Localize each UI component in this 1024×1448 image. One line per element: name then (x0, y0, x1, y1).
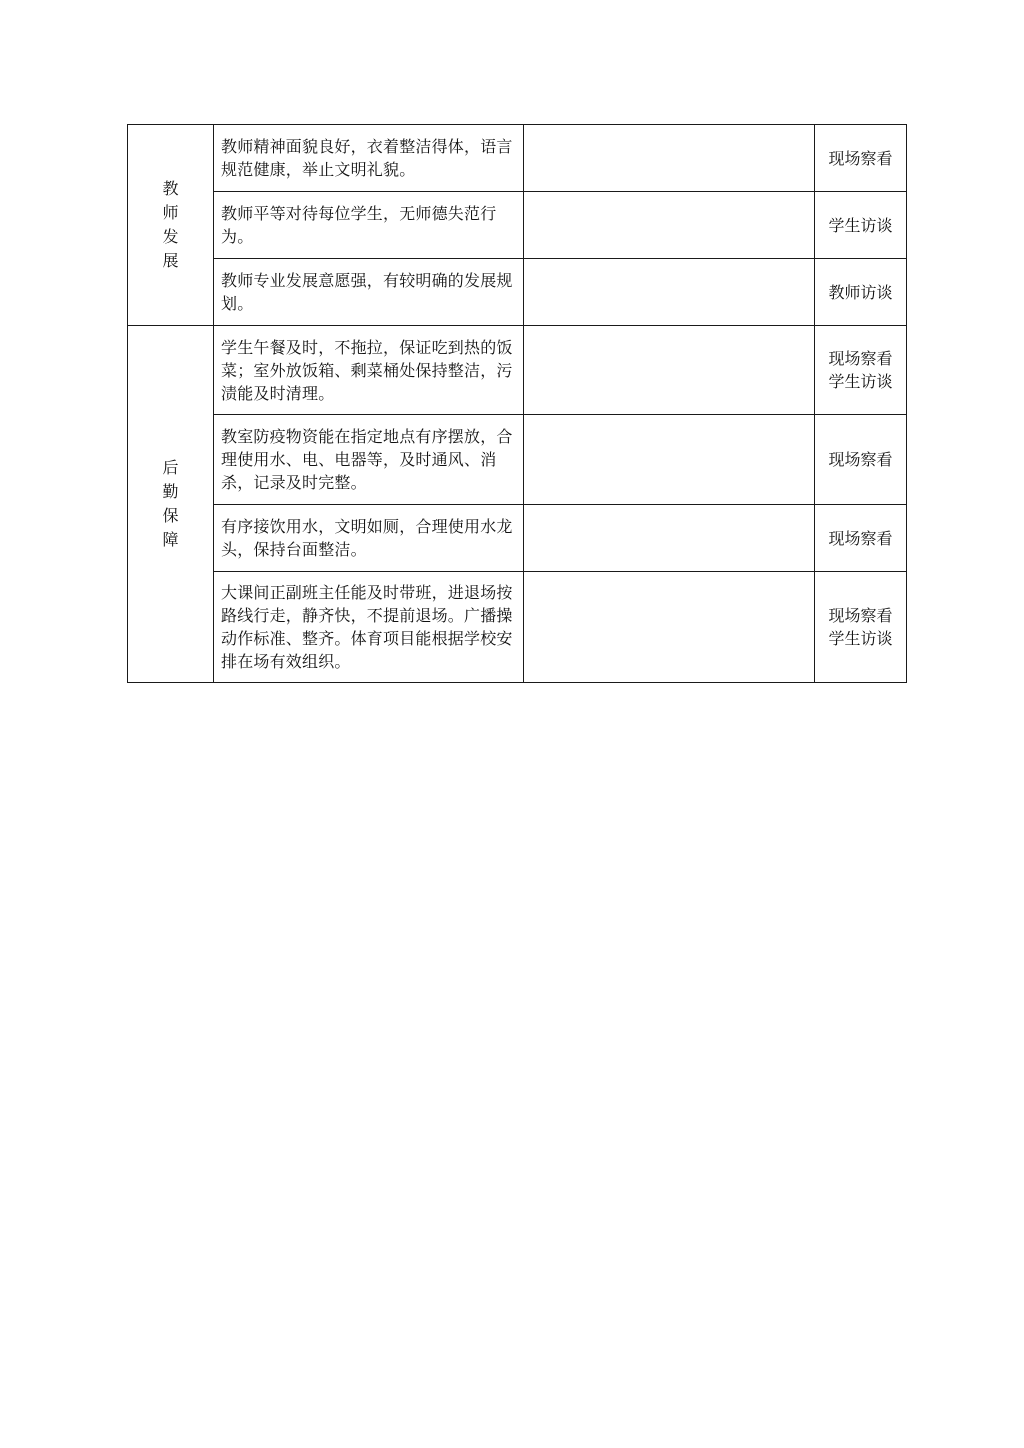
method-label: 学生访谈 (828, 629, 893, 648)
category-label: 后勤保障 (162, 458, 179, 549)
method-label: 学生访谈 (828, 372, 893, 391)
score-cell (524, 192, 815, 259)
criterion-description: 教师平等对待每位学生，无师德失范行为。 (214, 192, 524, 259)
method-label: 教师访谈 (828, 282, 893, 302)
criterion-description: 有序接饮用水，文明如厕，合理使用水龙头，保持台面整洁。 (214, 505, 524, 572)
table-row (128, 192, 907, 259)
criterion-description: 大课间正副班主任能及时带班，进退场按路线行走，静齐快，不提前退场。广播操动作标准、整齐。体育项目能根据学校安排在场有效组织。 (214, 572, 524, 683)
criterion-description: 学生午餐及时，不拖拉，保证吃到热的饭菜；室外放饭箱、剩菜桶处保持整洁，污渍能及时清理。 (214, 326, 524, 415)
method-cell (815, 192, 907, 259)
table-row (128, 326, 907, 415)
method-cell (815, 505, 907, 572)
method-label: 现场察看 (828, 528, 893, 548)
method-label: 现场察看 (828, 450, 893, 469)
method-cell (815, 259, 907, 326)
method-label: 现场察看 (828, 148, 893, 168)
criterion-description: 教师专业发展意愿强，有较明确的发展规划。 (214, 259, 524, 326)
category-label: 教师发展 (162, 179, 179, 270)
method-label: 现场察看 (828, 606, 893, 625)
table-row (128, 572, 907, 683)
table-row (128, 505, 907, 572)
category-cell-logistics-support (128, 326, 214, 683)
score-cell (524, 326, 815, 415)
evaluation-table (127, 124, 907, 683)
category-cell-teacher-development (128, 125, 214, 326)
score-cell (524, 259, 815, 326)
method-label: 现场察看 (828, 349, 893, 368)
criterion-description: 教室防疫物资能在指定地点有序摆放，合理使用水、电、电器等，及时通风、消杀，记录及时完整。 (214, 415, 524, 505)
table-row (128, 125, 907, 192)
method-label: 学生访谈 (828, 215, 893, 235)
score-cell (524, 415, 815, 505)
table-row (128, 259, 907, 326)
method-cell (815, 326, 907, 415)
table-row (128, 415, 907, 505)
criterion-description: 教师精神面貌良好，衣着整洁得体，语言规范健康，举止文明礼貌。 (214, 125, 524, 192)
method-cell (815, 572, 907, 683)
method-cell (815, 125, 907, 192)
score-cell (524, 125, 815, 192)
method-cell (815, 415, 907, 505)
score-cell (524, 572, 815, 683)
score-cell (524, 505, 815, 572)
